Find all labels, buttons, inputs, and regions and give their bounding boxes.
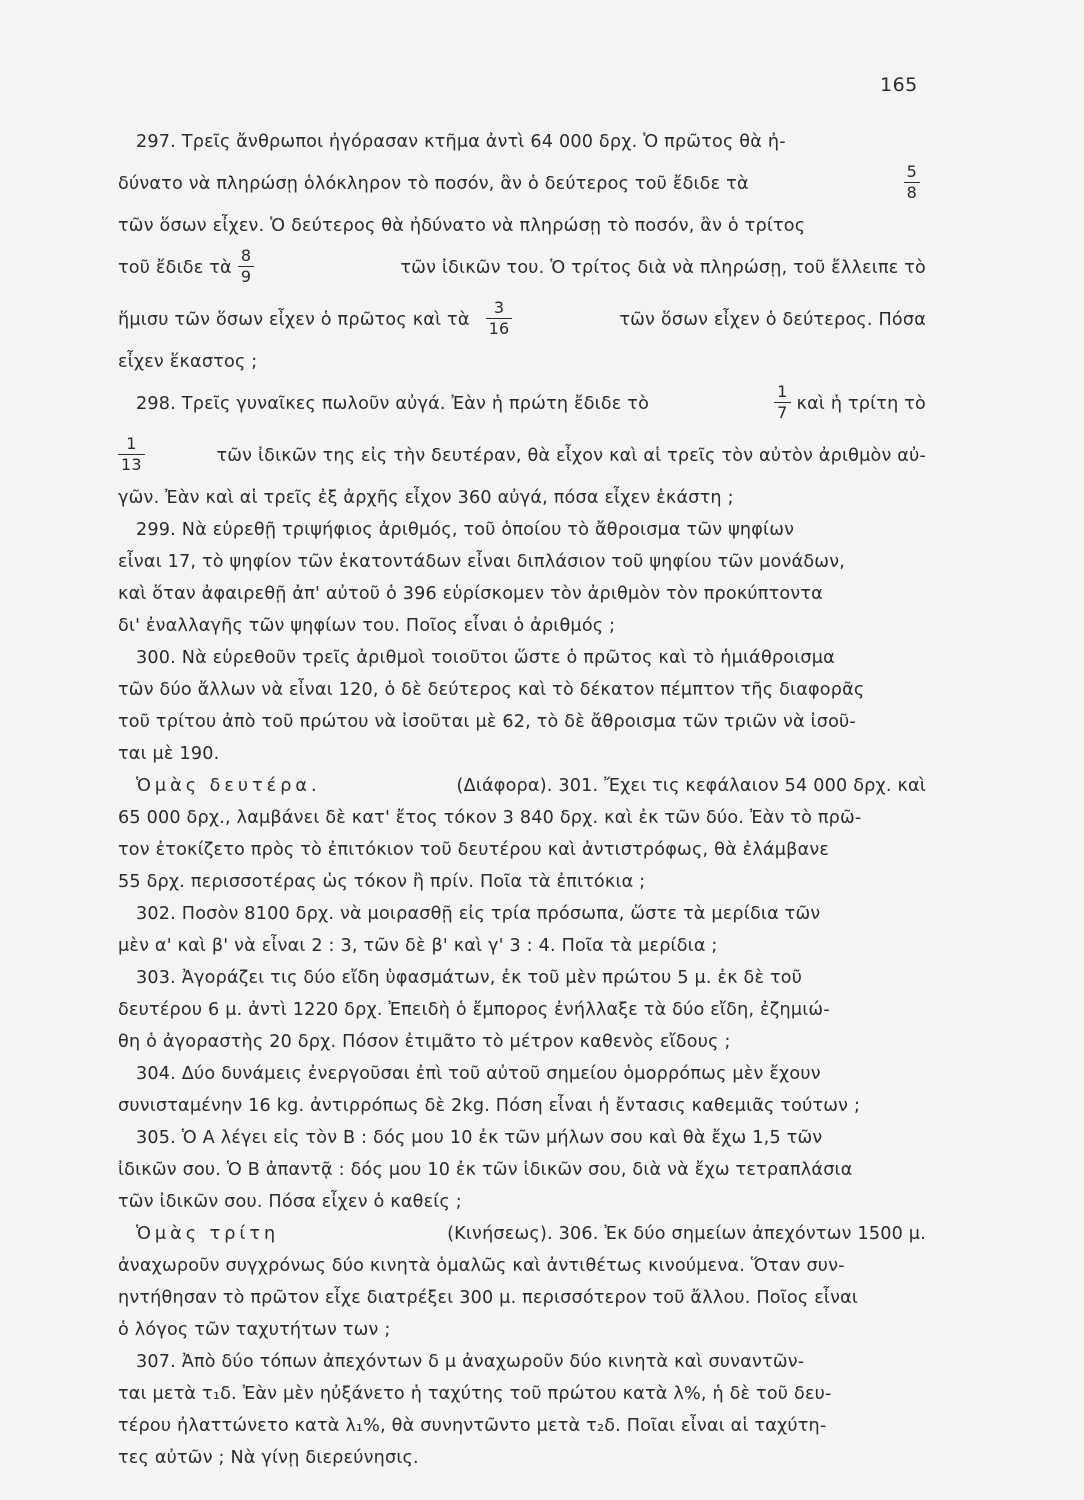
p303-line-3: θη ὁ ἀγοραστὴς 20 δρχ. Πόσον ἐτιμᾶτο τὸ μέτρον καθενὸς εἴδους ; [118,1032,731,1052]
p302-line-1: 302. Ποσὸν 8100 δρχ. νὰ μοιρασθῇ εἰς τρία πρόσωπα, ὥστε τὰ μερίδια τῶν [136,904,821,924]
fraction-5-8: $\frac{5}{8}$ [904,164,920,201]
p299-line-4: δι' ἐναλλαγῆς τῶν ψηφίων του. Ποῖος εἶναι ὁ ἀριθμός ; [118,616,616,636]
p305-line-3: τῶν ἰδικῶν σου. Πόσα εἶχεν ὁ καθείς ; [118,1192,462,1212]
p303-line-1: 303. Ἀγοράζει τις δύο εἴδη ὑφασμάτων, ἐκ τοῦ μὲν πρώτου 5 μ. ἐκ δὲ τοῦ [136,968,803,988]
p305-line-1: 305. Ὁ Α λέγει εἰς τὸν Β : δός μου 10 ἐκ τῶν μήλων σου καὶ θὰ ἔχω 1,5 τῶν [136,1128,823,1148]
p306-line-3: ηντήθησαν τὸ πρῶτον εἶχε διατρέξει 300 μ. περισσότερον τοῦ ἄλλου. Ποῖος εἶναι [118,1288,859,1308]
p304-line-1: 304. Δύο δυνάμεις ἐνεργοῦσαι ἐπὶ τοῦ αὐτοῦ σημείου ὁμορρόπως μὲν ἔχουν [136,1064,821,1084]
fraction-3-16: $\frac{3}{16}$ [486,300,513,337]
page-text [118,126,926,1474]
p298-line-2: $\frac{1}{13}$ τῶν ἰδικῶν της εἰς τὴν δευτέραν, θὰ εἶχον καὶ αἱ τρεῖς τὸν αὐτὸν ἀριθμὸν αὐ- [118,430,926,482]
p297-line-3: τῶν ὅσων εἶχεν. Ὁ δεύτερος θὰ ἠδύνατο νὰ πληρώσῃ τὸ ποσόν, ἂν ὁ τρίτος [118,216,806,236]
p301-line-2: 65 000 δρχ., λαμβάνει δὲ κατ' ἔτος τόκον 3 840 δρχ. καὶ ἐκ τῶν δύο. Ἐὰν τὸ πρῶ- [118,808,862,828]
p307-line-1: 307. Ἀπὸ δύο τόπων ἀπεχόντων δ μ ἀναχωροῦν δύο κινητὰ καὶ συναντῶν- [136,1352,805,1372]
p297-line-4: τοῦ ἔδιδε τὰ $\frac{8}{9}$ τῶν ἰδικῶν του. Ὁ τρίτος διὰ νὰ πληρώσῃ, τοῦ ἔλλειπε τὸ [118,245,926,286]
group2-heading: Ὁμὰς δευτέρα. [136,776,321,796]
fraction-1-7: $\frac{1}{7}$ [774,384,790,421]
p301-line-3: τον ἐτοκίζετο πρὸς τὸ ἐπιτόκιον τοῦ δευτέρου καὶ ἀντιστρόφως, θὰ ἐλάμβανε [118,840,830,860]
p306-line-2: ἀναχωροῦν συγχρόνως δύο κινητὰ ὁμαλῶς καὶ ἀντιθέτως κινούμενα. Ὅταν συν- [118,1256,845,1276]
p303-line-2: δευτέρου 6 μ. ἀντὶ 1220 δρχ. Ἐπειδὴ ὁ ἔμπορος ἐνήλλαξε τὰ δύο εἴδη, ἐζημιώ- [118,1000,830,1020]
group2-line-1: Ὁμὰς δευτέρα. (Διάφορα). 301. Ἔχει τις κεφάλαιον 54 000 δρχ. καὶ [118,770,926,802]
p299-line-3: καὶ ὅταν ἀφαιρεθῇ ἀπ' αὐτοῦ ὁ 396 εὑρίσκομεν τὸν ἀριθμὸν τὸν προκύπτοντα [118,584,823,604]
p302-line-2: μὲν α' καὶ β' νὰ εἶναι 2 : 3, τῶν δὲ β' καὶ γ' 3 : 4. Ποῖα τὰ μερίδια ; [118,936,718,956]
p301-line-4: 55 δρχ. περισσοτέρας ὡς τόκον ἢ πρίν. Ποῖα τὰ ἐπιτόκια ; [118,872,646,892]
fraction-1-13: $\frac{1}{13}$ [118,436,145,473]
p297-line-1: 297. Τρεῖς ἄνθρωποι ἠγόρασαν κτῆμα ἀντὶ 64 000 δρχ. Ὁ πρῶτος θὰ ἠ- [136,132,786,152]
p304-line-2: συνισταμένην 16 kg. ἀντιρρόπως δὲ 2kg. Πόση εἶναι ἡ ἔντασις καθεμιᾶς τούτων ; [118,1096,861,1116]
p307-line-3: τέρου ἠλαττώνετο κατὰ λ₁%, θὰ συνηντῶντο μετὰ τ₂δ. Ποῖαι εἶναι αἱ ταχύτη- [118,1416,827,1436]
p299-line-2: εἶναι 17, τὸ ψηφίον τῶν ἑκατοντάδων εἶναι διπλάσιον τοῦ ψηφίου τῶν μονάδων, [118,552,846,572]
p305-line-2: ἰδικῶν σου. Ὁ Β ἀπαντᾷ : δός μου 10 ἐκ τῶν ἰδικῶν σου, διὰ νὰ ἔχω τετραπλάσια [118,1160,853,1180]
group3-line-1: Ὁμὰς τρίτη (Κινήσεως). 306. Ἐκ δύο σημείων ἀπεχόντων 1500 μ. [118,1218,926,1250]
fraction-8-9: $\frac{8}{9}$ [238,248,254,285]
group3-heading: Ὁμὰς τρίτη [136,1224,280,1244]
p307-line-4: τες αὐτῶν ; Νὰ γίνῃ διερεύνησις. [118,1448,419,1468]
p297-line-6: εἶχεν ἕκαστος ; [118,352,258,372]
p307-line-2: ται μετὰ τ₁δ. Ἐὰν μὲν ηὐξάνετο ἡ ταχύτης τοῦ πρώτου κατὰ λ%, ἡ δὲ τοῦ δευ- [118,1384,832,1404]
p298-line-1: 298. Τρεῖς γυναῖκες πωλοῦν αὐγά. Ἐὰν ἡ πρώτη ἔδιδε τὸ $\frac{1}{7}$ καὶ ἡ τρίτη τὸ [136,381,926,422]
p297-line-5: ἥμισυ τῶν ὅσων εἶχεν ὁ πρῶτος καὶ τὰ $\frac{3}{16}$ τῶν ὅσων εἶχεν ὁ δεύτερος. Πόσα [118,297,926,338]
p306-line-4: ὁ λόγος τῶν ταχυτήτων των ; [118,1320,391,1340]
p300-line-2: τῶν δύο ἄλλων νὰ εἶναι 120, ὁ δὲ δεύτερος καὶ τὸ δέκατον πέμπτον τῆς διαφορᾶς [118,680,865,700]
page-number: 165 [880,74,918,96]
p300-line-1: 300. Νὰ εὑρεθοῦν τρεῖς ἀριθμοὶ τοιοῦτοι ὥστε ὁ πρῶτος καὶ τὸ ἡμιάθροισμα [136,648,835,668]
p300-line-3: τοῦ τρίτου ἀπὸ τοῦ πρώτου νὰ ἰσοῦται μὲ 62, τὸ δὲ ἄθροισμα τῶν τριῶν νὰ ἰσοῦ- [118,712,856,732]
p297-line-2: δύνατο νὰ πληρώσῃ ὁλόκληρον τὸ ποσόν, ἂν ὁ δεύτερος τοῦ ἔδιδε τὰ $\frac{5}{8}$ [118,158,926,210]
p299-line-1: 299. Νὰ εὑρεθῇ τριψήφιος ἀριθμός, τοῦ ὁποίου τὸ ἄθροισμα τῶν ψηφίων [136,520,795,540]
p300-line-4: ται μὲ 190. [118,744,220,764]
p298-line-3: γῶν. Ἐὰν καὶ αἱ τρεῖς ἐξ ἀρχῆς εἶχον 360 αὐγά, πόσα εἶχεν ἑκάστη ; [118,488,734,508]
